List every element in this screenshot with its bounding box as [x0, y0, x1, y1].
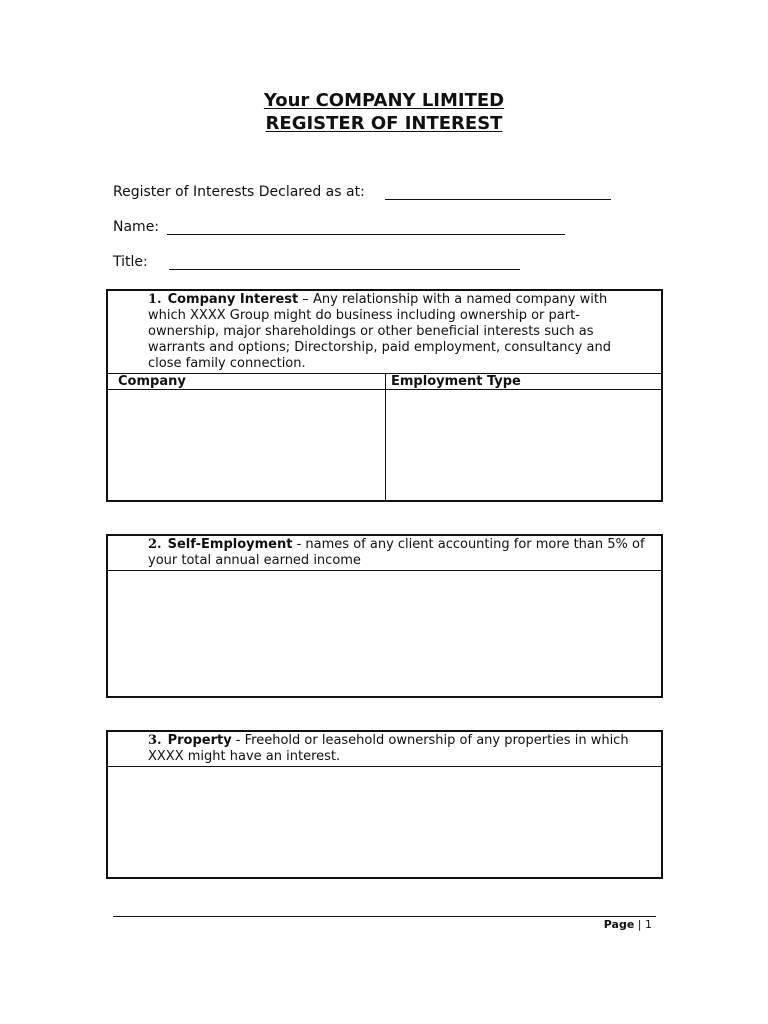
- title-field: [113, 254, 148, 270]
- page-separator: |: [634, 918, 645, 931]
- document-subtitle: REGISTER OF INTEREST: [265, 113, 503, 134]
- section-description: - Freehold or leasehold ownership of any properties in which XXXX might have an interest.: [148, 733, 629, 764]
- document-title: Your COMPANY LIMITED: [263, 90, 505, 111]
- company-interest-table: [108, 374, 661, 501]
- section-heading: Property: [167, 733, 232, 748]
- section-divider: [108, 570, 661, 571]
- section-number: 2.: [148, 537, 162, 552]
- section-description: - names of any client accounting for more than 5% of your total annual earned income: [148, 537, 645, 568]
- section-header: [108, 536, 661, 570]
- page-number: [604, 918, 652, 931]
- name-label: Name:: [113, 219, 160, 235]
- section-divider: [108, 766, 661, 767]
- declared-date-blank-line: [385, 199, 611, 200]
- section-description: – Any relationship with a named company with which XXXX Group might do business including ownership or part-ownership, major shareholdings or other beneficial interests such as warrants and options; Directorship, paid employment, consultancy and close family connection.: [148, 292, 611, 371]
- name-blank-line: [167, 234, 565, 235]
- title-blank-line: [169, 269, 520, 270]
- section-number: 1.: [148, 292, 162, 307]
- company-interest-section: [106, 289, 663, 502]
- name-field: [113, 219, 159, 235]
- declared-date-label: Register of Interests Declared as at:: [113, 184, 365, 200]
- declared-date-field: [113, 184, 365, 200]
- section-header: [108, 732, 661, 766]
- page-number-value: 1: [645, 918, 652, 931]
- employment-type-column-header: Employment Type: [386, 374, 661, 390]
- title-label: Title:: [113, 254, 148, 270]
- page-label: Page: [603, 918, 635, 931]
- self-employment-section: [106, 534, 663, 698]
- company-column-header: Company: [108, 374, 385, 390]
- section-heading: Company Interest: [167, 292, 299, 307]
- section-heading: Self-Employment: [167, 537, 293, 552]
- section-number: 3.: [148, 733, 162, 748]
- section-header: [108, 291, 661, 373]
- property-section: [106, 730, 663, 879]
- footer-rule: [113, 916, 656, 917]
- employment-type-column: [386, 374, 661, 501]
- company-column: [108, 374, 386, 501]
